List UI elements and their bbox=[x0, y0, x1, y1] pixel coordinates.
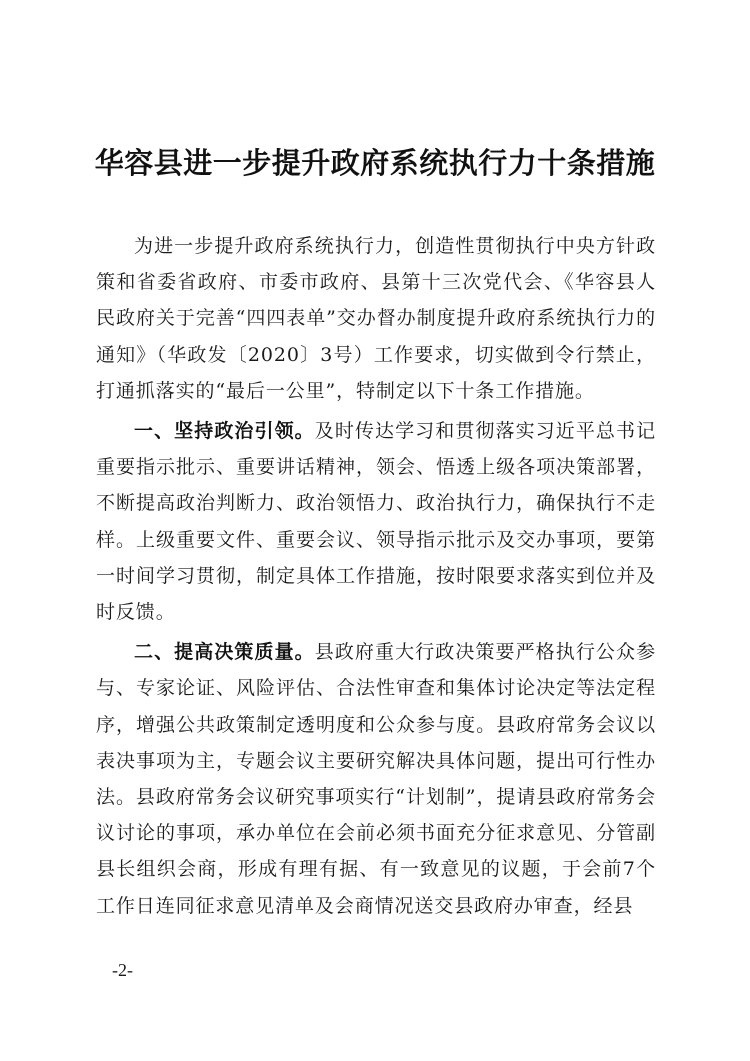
section-heading-2: 二、提高决策质量。 bbox=[134, 641, 315, 664]
section-paragraph-1 bbox=[96, 413, 656, 630]
document-body bbox=[96, 228, 656, 928]
section-text-2: 县政府重大行政决策要严格执行公众参与、专家论证、风险评估、合法性审查和集体讨论决定等法定程序，增强公共政策制定透明度和公众参与度。县政府常务会议以表决事项为主，专题会议主要研究解决具体问题，提出可行性办法。县政府常务会议研究事项实行“计划制”，提请县政府常务会议讨论的事项，承办单位在会前必须书面充分征求意见、分管副县长组织会商，形成有理有据、有一致意见的议题，于会前7个工作日连同征求意见清单及会商情况送交县政府办审查，经县 bbox=[96, 641, 656, 917]
section-text-1: 及时传达学习和贯彻落实习近平总书记重要指示批示、重要讲话精神，领会、悟透上级各项决策部署，不断提高政治判断力、政治领悟力、政治执行力，确保执行不走样。上级重要文件、重要会议、领导指示批示及交办事项，要第一时间学习贯彻，制定具体工作措施，按时限要求落实到位并及时反馈。 bbox=[96, 420, 656, 624]
section-paragraph-2 bbox=[96, 634, 656, 924]
section-heading-1: 一、坚持政治引领。 bbox=[134, 420, 315, 443]
page-number: -2- bbox=[112, 960, 133, 980]
intro-paragraph: 为进一步提升政府系统执行力，创造性贯彻执行中央方针政策和省委省政府、市委市政府、县第十三次党代会、《华容县人民政府关于完善“四四表单”交办督办制度提升政府系统执行力的通知》（华政发〔2020〕3号）工作要求，切实做到令行禁止，打通抓落实的“最后一公里”，特制定以下十条工作措施。 bbox=[96, 235, 656, 402]
document-title: 华容县进一步提升政府系统执行力十条措施 bbox=[94, 146, 656, 180]
